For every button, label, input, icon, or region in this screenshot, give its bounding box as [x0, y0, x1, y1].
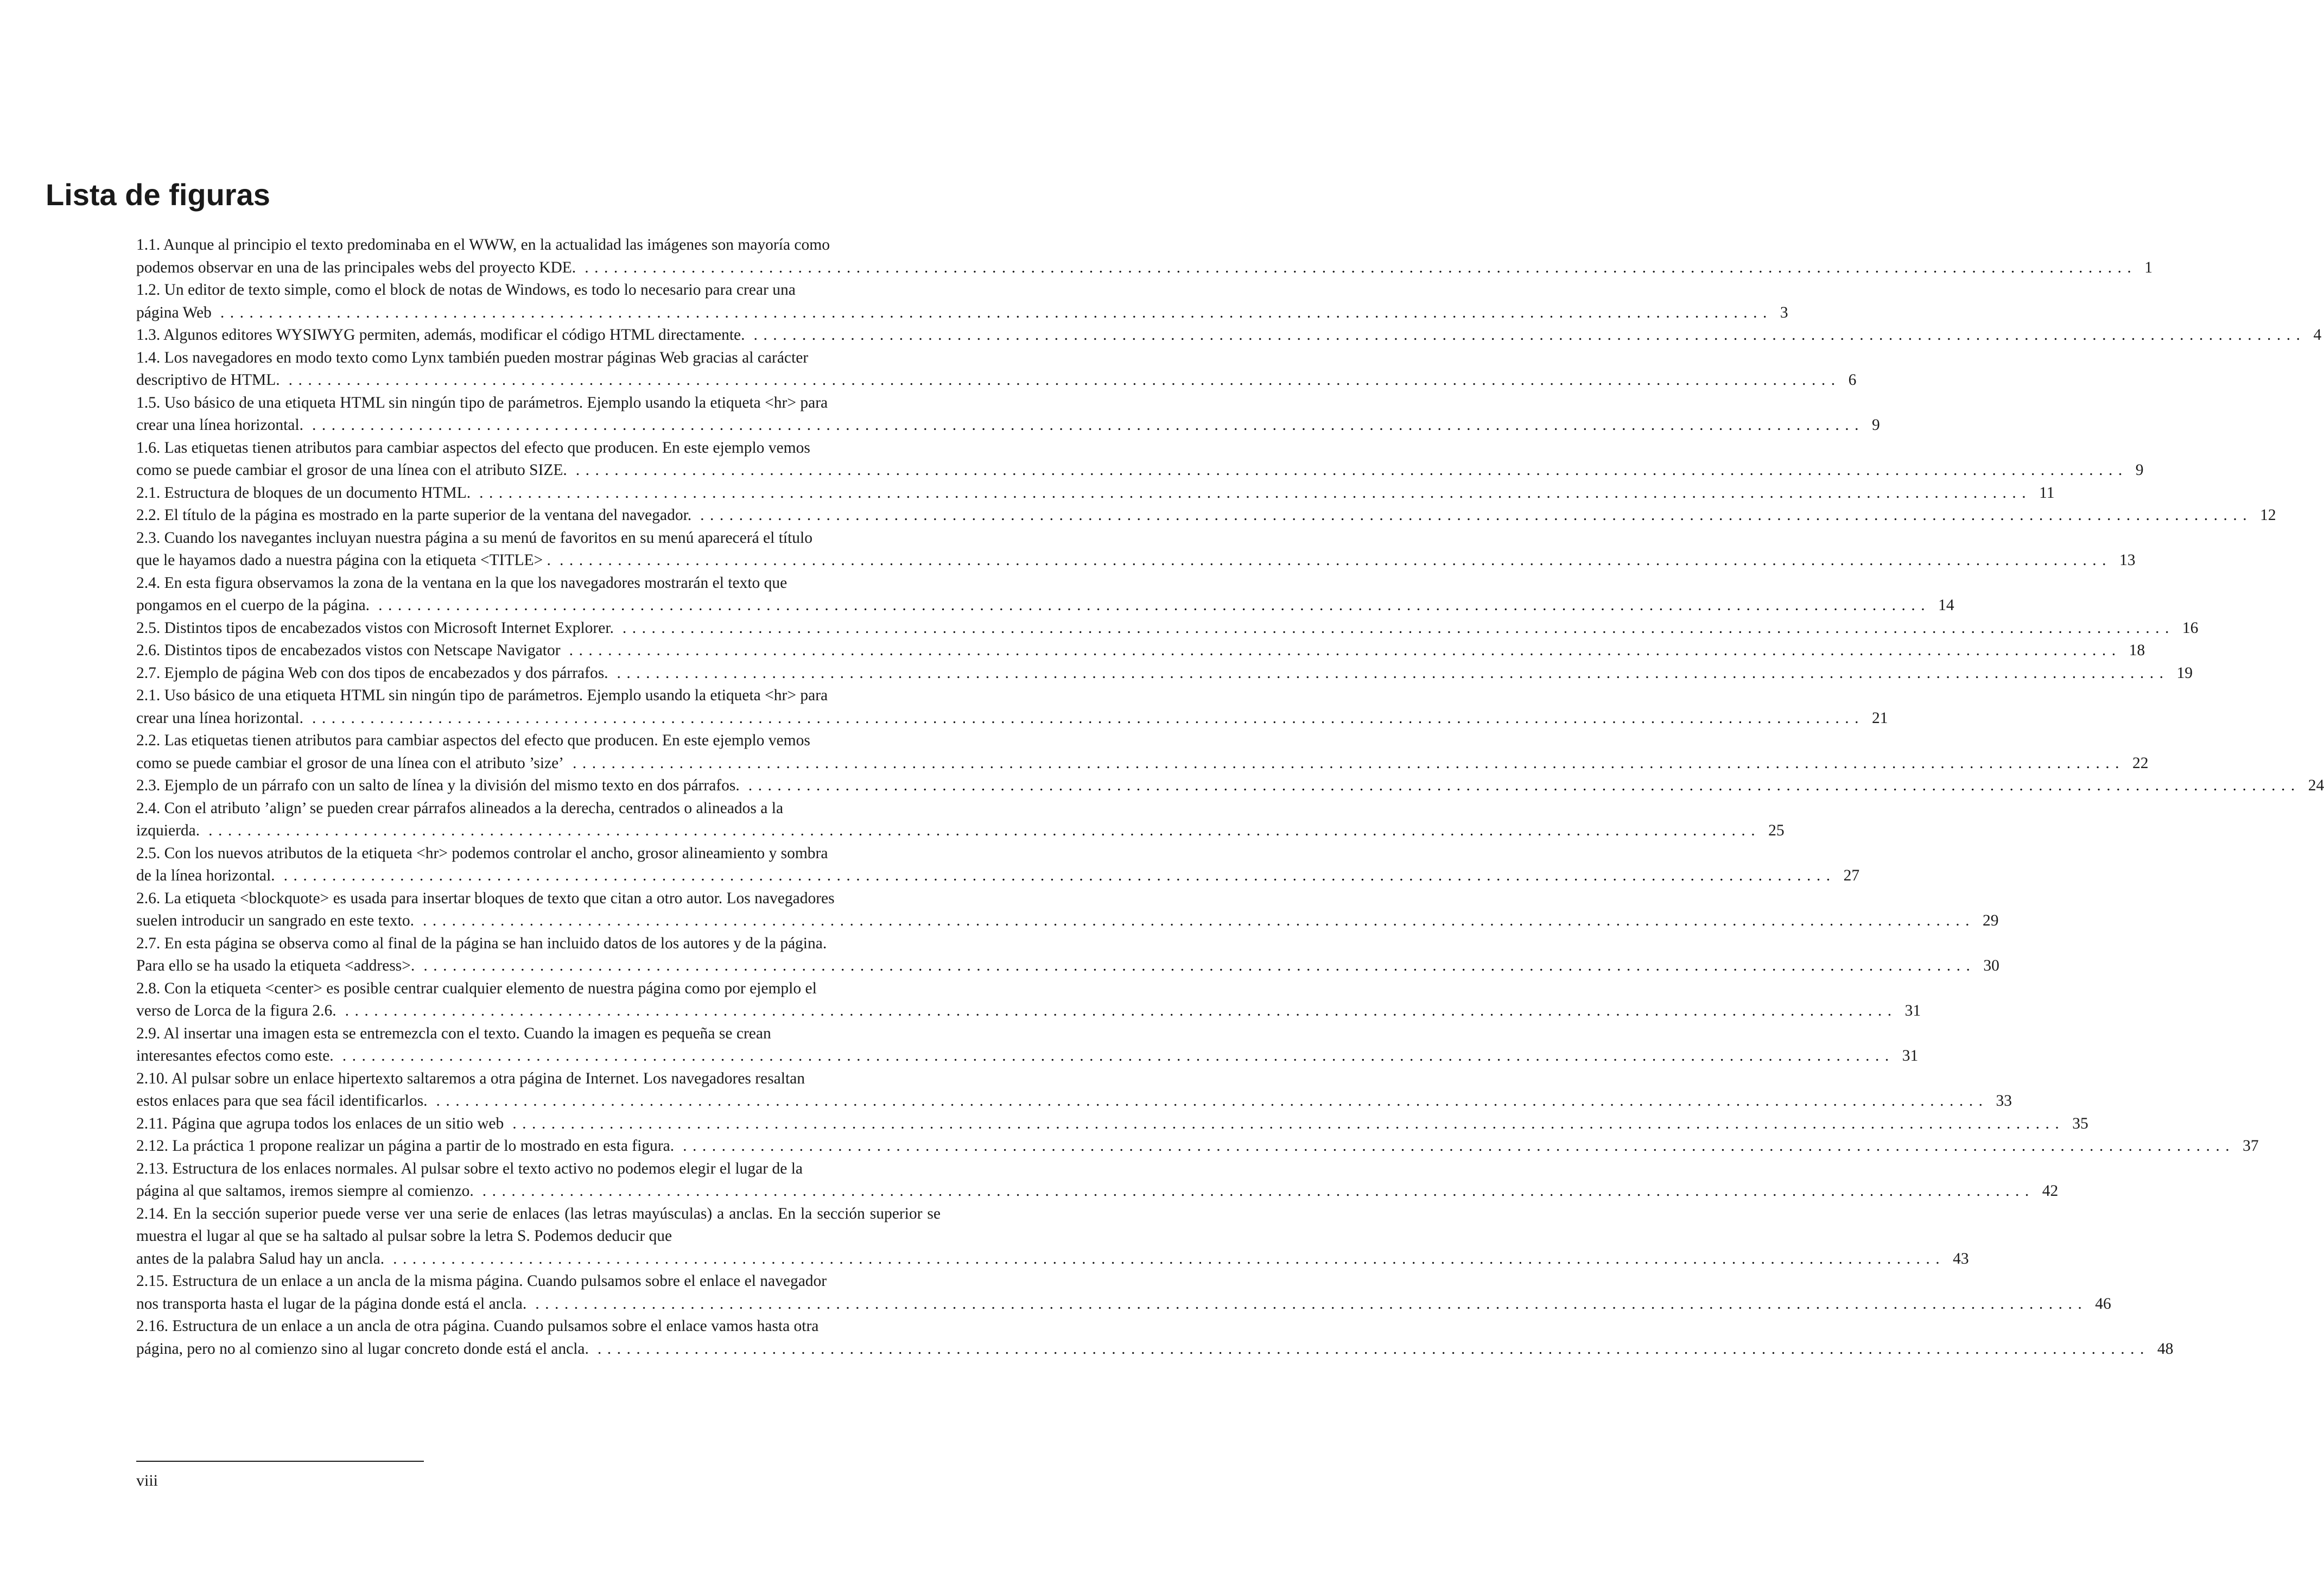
figure-entry[interactable]: [136, 933, 1999, 978]
dot-leader: ................................................................................................................................................................: [575, 461, 2128, 479]
figure-caption-last-line: [136, 707, 1888, 730]
figure-caption-last-line: [136, 549, 2136, 572]
figure-caption-text: 2.6. La etiqueta <blockquote> es usada para insertar bloques de texto que citan a otro autor. Los navegadores: [136, 889, 835, 907]
figure-caption-tail: pongamos en el cuerpo de la página.: [136, 597, 370, 614]
figure-caption-tail: 1.3. Algunos editores WYSIWYG permiten, además, modificar el código HTML directamente.: [136, 326, 745, 344]
dot-leader: ................................................................................................................................................................: [559, 552, 2112, 569]
figure-page-number: 18: [2129, 642, 2145, 659]
figure-caption-tail: estos enlaces para que sea fácil identificarlos.: [136, 1092, 428, 1110]
figure-caption-tail: 2.2. El título de la página es mostrado en la parte superior de la ventana del navegador.: [136, 506, 692, 524]
dot-leader: ................................................................................................................................................................: [622, 619, 2175, 637]
dot-leader: ................................................................................................................................................................: [479, 484, 2032, 502]
page-number: viii: [136, 1472, 158, 1489]
figure-caption-last-line: [136, 1180, 2059, 1203]
figure-caption-tail: podemos observar en una de las principales webs del proyecto KDE.: [136, 258, 576, 276]
figure-caption-tail: 2.5. Distintos tipos de encabezados vistos con Microsoft Internet Explorer.: [136, 619, 614, 637]
figure-caption-tail: Para ello se ha usado la etiqueta <address>.: [136, 957, 415, 974]
figure-caption-last-line: [136, 752, 2149, 775]
figure-page-number: 9: [1871, 416, 1880, 434]
figure-caption-tail: 2.12. La práctica 1 propone realizar un página a partir de lo mostrado en esta figura.: [136, 1137, 675, 1155]
figure-page-number: 13: [2119, 552, 2136, 569]
figure-caption-tail: descriptivo de HTML.: [136, 371, 280, 389]
figure-caption-last-line: [136, 1293, 2111, 1316]
figure-entry[interactable]: [136, 888, 1999, 933]
figure-entry[interactable]: [136, 775, 2324, 797]
figure-entry[interactable]: [136, 1315, 2174, 1360]
figure-caption-last-line: [136, 594, 1954, 617]
figure-caption-last-line: [136, 459, 2144, 482]
figure-caption-tail: interesantes efectos como este.: [136, 1047, 334, 1064]
figure-entry[interactable]: [136, 1158, 2059, 1203]
figure-caption-tail: página Web: [136, 303, 212, 321]
figure-entry[interactable]: [136, 730, 2149, 775]
figure-caption-text: 2.1. Uso básico de una etiqueta HTML sin ningún tipo de parámetros. Ejemplo usando la etiqueta <hr> para: [136, 687, 828, 704]
figure-caption-text: 1.2. Un editor de texto simple, como el block de notas de Windows, es todo lo necesario para crear una: [136, 281, 796, 299]
figure-entry[interactable]: [136, 279, 1788, 324]
dot-leader: ................................................................................................................................................................: [312, 709, 1864, 727]
figure-caption-text: 2.16. Estructura de un enlace a un ancla de otra página. Cuando pulsamos sobre el enlace vamos hasta otra: [136, 1317, 819, 1335]
dot-leader: ................................................................................................................................................................: [342, 1047, 1895, 1064]
figure-caption-last-line: [136, 1090, 2012, 1113]
figure-caption-last-line: [136, 257, 2152, 280]
dot-leader: ................................................................................................................................................................: [512, 1114, 2065, 1132]
figure-page-number: 30: [1983, 957, 1999, 974]
dot-leader: ................................................................................................................................................................: [378, 597, 1931, 614]
figure-page-number: 3: [1780, 303, 1788, 321]
figure-entry[interactable]: [136, 978, 1921, 1023]
figure-caption-last-line: [136, 302, 1788, 325]
figure-entry[interactable]: [136, 437, 2144, 482]
figure-entry[interactable]: [136, 662, 2193, 685]
dot-leader: ................................................................................................................................................................: [617, 664, 2169, 682]
figure-caption-text: 2.10. Al pulsar sobre un enlace hipertexto saltaremos a otra página de Internet. Los navegadores resaltan: [136, 1069, 805, 1087]
figure-entry[interactable]: [136, 684, 1888, 730]
figure-page-number: 1: [2144, 258, 2152, 276]
figure-page-number: 24: [2308, 777, 2324, 794]
figure-caption-last-line: [136, 617, 2199, 640]
figure-caption-text: 2.4. Con el atributo ’align’ se pueden crear párrafos alineados a la derecha, centrados o alineados a la: [136, 799, 784, 817]
figure-entry[interactable]: [136, 572, 1954, 617]
dot-leader: ................................................................................................................................................................: [393, 1250, 1946, 1267]
figure-caption-text: 1.5. Uso básico de una etiqueta HTML sin ningún tipo de parámetros. Ejemplo usando la etiqueta <hr> para: [136, 394, 828, 411]
figure-entry[interactable]: [136, 1270, 2111, 1315]
figure-page-number: 25: [1768, 822, 1785, 839]
figure-page-number: 19: [2176, 664, 2193, 682]
dot-leader: ................................................................................................................................................................: [423, 957, 1976, 974]
figure-page-number: 29: [1983, 912, 1999, 929]
figure-page-number: 43: [1953, 1250, 1969, 1267]
figure-entry[interactable]: [136, 324, 2322, 347]
figure-caption-tail: antes de la palabra Salud hay un ancla.: [136, 1250, 385, 1267]
figure-caption-last-line: [136, 662, 2193, 685]
figure-page-number: 4: [2313, 326, 2322, 344]
figure-caption-text: 2.7. En esta página se observa como al final de la página se han incluido datos de los autores y de la página.: [136, 934, 827, 952]
figure-caption-last-line: [136, 910, 1999, 933]
dot-leader: ................................................................................................................................................................: [436, 1092, 1989, 1110]
figure-caption-text: 2.13. Estructura de los enlaces normales. Al pulsar sobre el texto activo no podemos elegir el lugar de la: [136, 1159, 803, 1177]
figure-entry[interactable]: [136, 1023, 1919, 1068]
figure-caption-text: 2.9. Al insertar una imagen esta se entremezcla con el texto. Cuando la imagen es pequeña se crean: [136, 1024, 771, 1042]
dot-leader: ................................................................................................................................................................: [288, 371, 1841, 389]
list-of-figures: [136, 234, 2324, 1360]
figure-caption-tail: crear una línea horizontal.: [136, 416, 303, 434]
figure-entry[interactable]: [136, 617, 2199, 640]
figure-entry[interactable]: [136, 527, 2136, 572]
figure-caption-tail: 2.1. Estructura de bloques de un documento HTML.: [136, 484, 471, 502]
figure-caption-text: 1.4. Los navegadores en modo texto como Lynx también pueden mostrar páginas Web gracias al carácter: [136, 348, 809, 366]
figure-page-number: 14: [1938, 597, 1954, 614]
dot-leader: ................................................................................................................................................................: [423, 912, 1976, 929]
dot-leader: ................................................................................................................................................................: [683, 1137, 2236, 1155]
figure-caption-last-line: [136, 955, 1999, 978]
figure-caption-last-line: [136, 1338, 2174, 1361]
figure-caption-last-line: [136, 482, 2055, 505]
dot-leader: ................................................................................................................................................................: [312, 416, 1864, 434]
figure-caption-text: 2.2. Las etiquetas tienen atributos para cambiar aspectos del efecto que producen. En este ejemplo vemos: [136, 732, 810, 749]
figure-caption-tail: 2.11. Página que agrupa todos los enlaces de un sitio web: [136, 1114, 504, 1132]
figure-caption-last-line: [136, 1045, 1919, 1068]
figure-caption-last-line: [136, 1248, 1969, 1271]
dot-leader: ................................................................................................................................................................: [573, 754, 2125, 772]
dot-leader: ................................................................................................................................................................: [700, 506, 2253, 524]
figure-caption-tail: como se puede cambiar el grosor de una línea con el atributo ’size’: [136, 754, 564, 772]
figure-entry[interactable]: [136, 1113, 2088, 1136]
figure-caption-text: 2.14. En la sección superior puede verse ver una serie de enlaces (las letras mayúsculas) a anclas. En la sección superior se muestra el lugar al que se ha saltado al pulsar sobre la letra S. Podemos deducir que: [136, 1205, 941, 1245]
figure-caption-tail: crear una línea horizontal.: [136, 709, 303, 727]
figure-page-number: 21: [1871, 709, 1888, 727]
figure-page-number: 42: [2042, 1182, 2059, 1200]
figure-entry[interactable]: [136, 639, 2145, 662]
figure-page-number: 12: [2260, 506, 2276, 524]
figure-page-number: 22: [2132, 754, 2149, 772]
figure-entry[interactable]: [136, 797, 1785, 842]
figure-page-number: 31: [1902, 1047, 1919, 1064]
figure-entry[interactable]: [136, 842, 1860, 888]
figure-caption-tail: nos transporta hasta el lugar de la página donde está el ancla.: [136, 1295, 527, 1313]
figure-caption-last-line: [136, 775, 2324, 797]
dot-leader: ................................................................................................................................................................: [569, 642, 2122, 659]
figure-entry[interactable]: [136, 482, 2055, 505]
figure-caption-tail: 2.6. Distintos tipos de encabezados vistos con Netscape Navigator: [136, 642, 561, 659]
figure-page-number: 33: [1996, 1092, 2012, 1110]
figure-entry[interactable]: [136, 504, 2276, 527]
page-title: Lista de figuras: [46, 178, 270, 212]
figure-caption-text: 2.3. Cuando los navegantes incluyan nuestra página a su menú de favoritos en su menú aparecerá el título: [136, 529, 812, 547]
figure-caption-tail: página, pero no al comienzo sino al lugar concreto donde está el ancla.: [136, 1340, 589, 1358]
figure-page-number: 16: [2182, 619, 2199, 637]
figure-caption-last-line: [136, 324, 2322, 347]
footer-rule: [136, 1461, 424, 1462]
figure-entry[interactable]: [136, 1203, 1969, 1271]
figure-entry[interactable]: [136, 347, 1857, 392]
figure-page-number: 46: [2095, 1295, 2111, 1313]
figure-caption-last-line: [136, 1000, 1921, 1023]
figure-page-number: 9: [2135, 461, 2144, 479]
dot-leader: ................................................................................................................................................................: [585, 258, 2137, 276]
figure-caption-last-line: [136, 1135, 2259, 1158]
dot-leader: ................................................................................................................................................................: [753, 326, 2306, 344]
figure-caption-text: 2.8. Con la etiqueta <center> es posible centrar cualquier elemento de nuestra página como por ejemplo el: [136, 979, 817, 997]
dot-leader: ................................................................................................................................................................: [208, 822, 1761, 839]
figure-caption-last-line: [136, 1113, 2088, 1136]
figure-caption-tail: verso de Lorca de la figura 2.6.: [136, 1002, 336, 1019]
figure-caption-tail: izquierda.: [136, 822, 200, 839]
figure-caption-text: 1.1. Aunque al principio el texto predominaba en el WWW, en la actualidad las imágenes son mayoría como: [136, 236, 830, 253]
figure-caption-last-line: [136, 820, 1785, 842]
dot-leader: ................................................................................................................................................................: [597, 1340, 2150, 1358]
figure-page-number: 27: [1843, 867, 1860, 884]
figure-page-number: 31: [1904, 1002, 1921, 1019]
figure-entry[interactable]: [136, 234, 2152, 279]
dot-leader: ................................................................................................................................................................: [220, 303, 1773, 321]
figure-caption-last-line: [136, 504, 2276, 527]
figure-caption-tail: como se puede cambiar el grosor de una línea con el atributo SIZE.: [136, 461, 567, 479]
figure-caption-tail: suelen introducir un sangrado en este texto.: [136, 912, 415, 929]
figure-caption-last-line: [136, 369, 1857, 392]
figure-caption-tail: página al que saltamos, iremos siempre al comienzo.: [136, 1182, 474, 1200]
figure-caption-text: 2.15. Estructura de un enlace a un ancla de la misma página. Cuando pulsamos sobre el enlace el navegador: [136, 1272, 827, 1290]
dot-leader: ................................................................................................................................................................: [482, 1182, 2035, 1200]
dot-leader: ................................................................................................................................................................: [535, 1295, 2088, 1313]
figure-entry[interactable]: [136, 1135, 2259, 1158]
figure-page-number: 48: [2157, 1340, 2174, 1358]
figure-caption-text: 2.4. En esta figura observamos la zona de la ventana en la que los navegadores mostrarán el texto que: [136, 574, 788, 592]
figure-page-number: 11: [2039, 484, 2055, 502]
figure-page-number: 6: [1848, 371, 1857, 389]
figure-caption-last-line: [136, 865, 1860, 888]
figure-page-number: 37: [2243, 1137, 2259, 1155]
figure-caption-last-line: [136, 639, 2145, 662]
figure-page-number: 35: [2072, 1114, 2088, 1132]
dot-leader: ................................................................................................................................................................: [283, 867, 1836, 884]
figure-caption-tail: 2.7. Ejemplo de página Web con dos tipos de encabezados y dos párrafos.: [136, 664, 608, 682]
figure-caption-text: 1.6. Las etiquetas tienen atributos para cambiar aspectos del efecto que producen. En este ejemplo vemos: [136, 439, 810, 457]
figure-caption-last-line: [136, 414, 1880, 437]
figure-caption-text: 2.5. Con los nuevos atributos de la etiqueta <hr> podemos controlar el ancho, grosor alineamiento y sombra: [136, 844, 828, 862]
dot-leader: ................................................................................................................................................................: [345, 1002, 1897, 1019]
dot-leader: ................................................................................................................................................................: [748, 777, 2301, 794]
figure-caption-tail: 2.3. Ejemplo de un párrafo con un salto de línea y la división del mismo texto en dos párrafos.: [136, 777, 740, 794]
figure-entry[interactable]: [136, 392, 1880, 437]
figure-caption-tail: que le hayamos dado a nuestra página con la etiqueta <TITLE> .: [136, 552, 551, 569]
figure-entry[interactable]: [136, 1068, 2012, 1113]
figure-caption-tail: de la línea horizontal.: [136, 867, 275, 884]
